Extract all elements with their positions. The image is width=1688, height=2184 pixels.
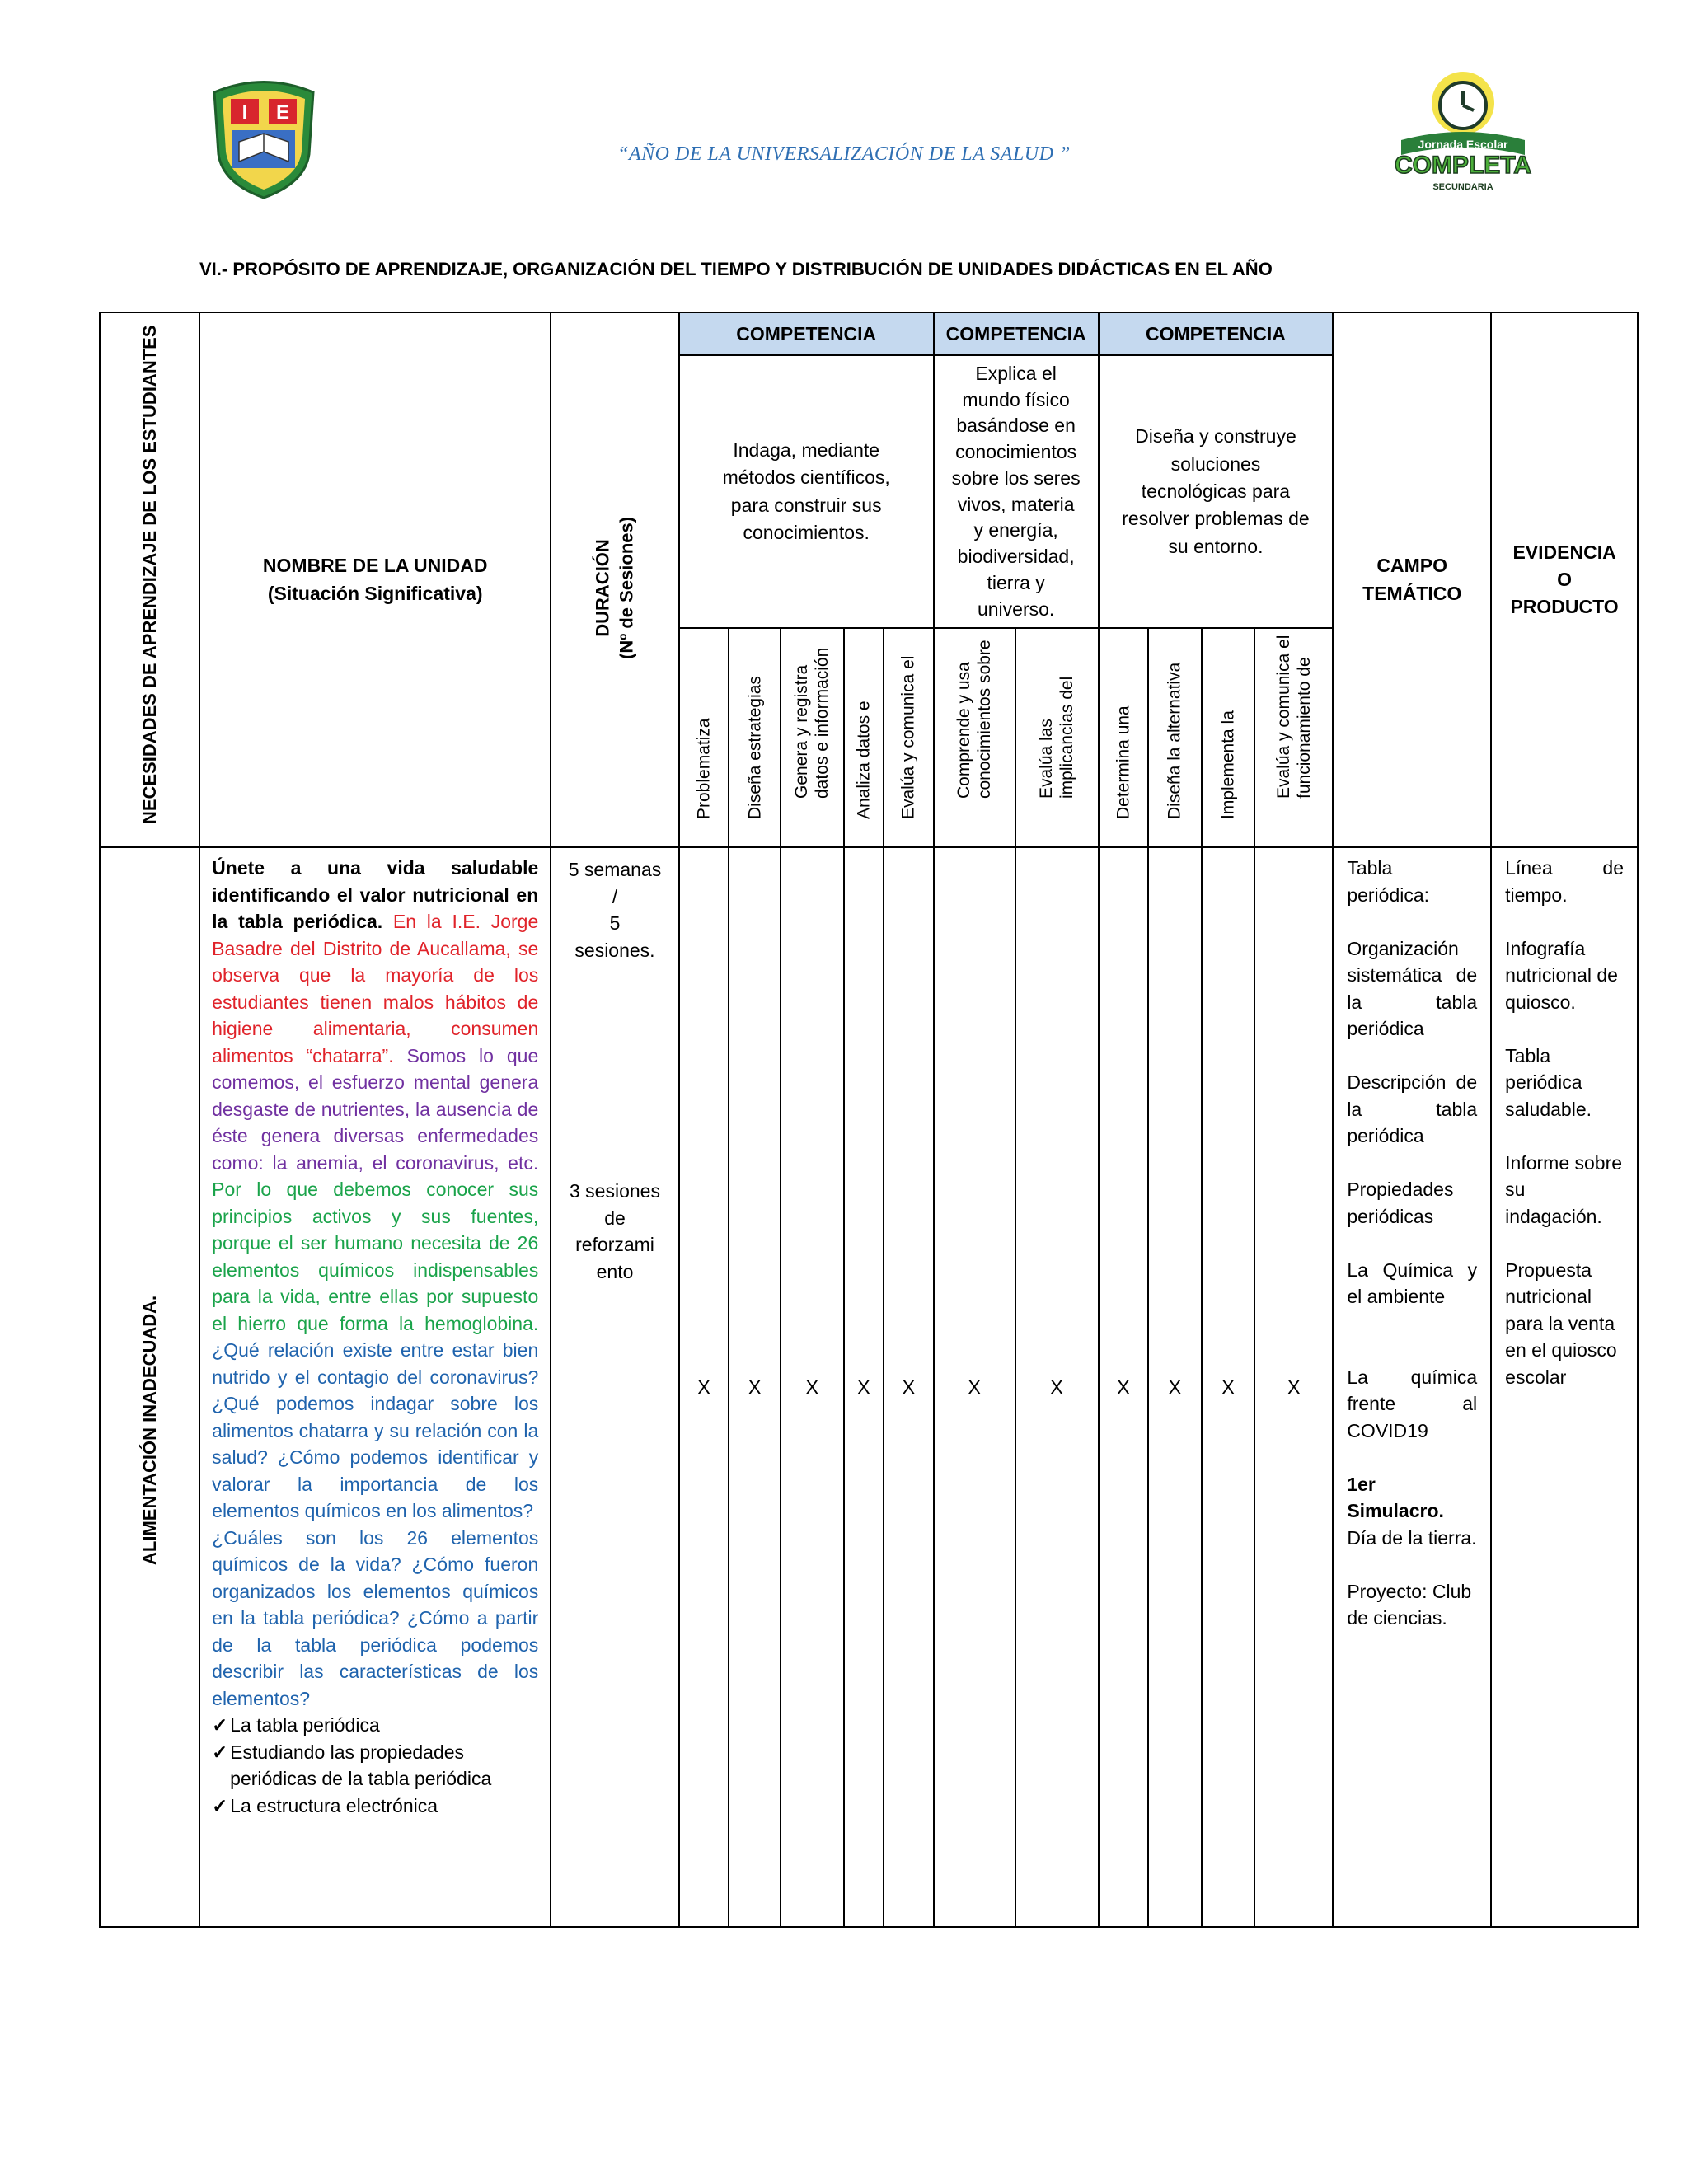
comp2-line: y energía, — [973, 519, 1058, 541]
unit-topics-list — [212, 1712, 538, 1819]
campo-simulacro: 1er Simulacro. — [1347, 1473, 1444, 1522]
evidencia-item: Tabla periódica saludable. — [1505, 1044, 1592, 1120]
mark-cell: X — [1202, 847, 1255, 1927]
year-motto: “AÑO DE LA UNIVERSALIZACIÓN DE LA SALUD ” — [617, 143, 1071, 165]
comp2-line: basándose en — [956, 415, 1076, 437]
capacidad-label: Evalúa y comunica el — [898, 655, 918, 820]
duration-line: reforzami — [575, 1234, 654, 1256]
svg-text:Jornada Escolar: Jornada Escolar — [1418, 138, 1508, 151]
campo-item: Tabla periódica: — [1347, 857, 1430, 906]
comp2-line: Explica el — [975, 363, 1057, 384]
mark-cell: X — [934, 847, 1015, 1927]
needs-header — [100, 312, 199, 847]
campo-item: Propiedades periódicas — [1347, 1179, 1454, 1227]
comp3-line: Diseña y construye — [1135, 425, 1296, 448]
mark-cell: X — [729, 847, 781, 1927]
capacidad-analiza-datos — [844, 628, 884, 847]
svg-text:SECUNDARIA: SECUNDARIA — [1432, 182, 1493, 192]
evidencia-item: Informe sobre su indagación. — [1505, 1151, 1623, 1227]
unit-text-questions: ¿Qué relación existe entre estar bien nutrido y el contagio del coronavirus? ¿Qué podemos indagar sobre los alimentos chatarra y su relación con la salud? ¿Cómo podemos identificar y valorar la importancia de los elementos químicos en los alimentos? — [212, 1339, 539, 1522]
duration-header-line1: DURACIÓN — [592, 539, 613, 637]
capacidad-comprende-usa — [934, 628, 1015, 847]
mark-cell: X — [884, 847, 934, 1927]
mark-cell: X — [1015, 847, 1099, 1927]
comp1-line: Indaga, mediante — [733, 438, 880, 461]
comp3-line: soluciones — [1170, 452, 1261, 475]
learning-plan-table — [99, 312, 1639, 1928]
duration-line: ento — [596, 1260, 634, 1282]
unit-name-header-line1: NOMBRE DE LA UNIDAD — [262, 555, 488, 577]
campo-item: Día de la tierra. — [1347, 1526, 1477, 1549]
comp2-line: mundo físico — [962, 388, 1070, 410]
school-shield-logo — [206, 76, 321, 199]
mark-cell: X — [1148, 847, 1202, 1927]
duration-line: de — [604, 1207, 626, 1229]
campo-item: Descripción de la tabla periódica — [1347, 1071, 1478, 1147]
capacidad-label: conocimientos sobre — [975, 640, 995, 799]
unit-name-header-line2: (Situación Significativa) — [267, 582, 483, 604]
comp1-line: métodos científicos, — [722, 466, 890, 489]
svg-text:I: I — [241, 101, 248, 124]
duration-header-line2: (Nº de Sesiones) — [615, 516, 636, 659]
capacidad-label: datos e información — [813, 647, 832, 799]
evidencia-item: Propuesta nutricional para la venta en el quiosco escolar — [1505, 1258, 1617, 1388]
unit-name-header — [199, 312, 551, 847]
section-title: VI.- PROPÓSITO DE APRENDIZAJE, ORGANIZACIÓN DEL TIEMPO Y DISTRIBUCIÓN DE UNIDADES DIDÁCTICAS EN EL AÑO — [199, 259, 1273, 279]
evidencia-cell — [1491, 847, 1638, 1927]
duration-header-label — [591, 517, 638, 659]
comp1-line: para construir sus — [730, 494, 882, 516]
svg-text:COMPLETA: COMPLETA — [1394, 152, 1532, 179]
campo-item: La química frente al COVID19 — [1347, 1366, 1478, 1441]
unit-text-problem: En la I.E. Jorge Basadre del Distrito de Aucallama, se observa que la mayoría de los estudiantes tienen malos hábitos de higiene alimentaria, consumen alimentos “chatarra”. — [212, 911, 539, 1066]
campo-header-line1: CAMPO — [1376, 555, 1448, 577]
capacidad-label: Determina una — [1114, 705, 1133, 820]
capacidad-evalua-funcionamiento — [1254, 628, 1333, 847]
comp1-line: conocimientos. — [743, 522, 870, 544]
comp2-line: vivos, materia — [957, 493, 1075, 515]
duration-line: 5 — [609, 912, 621, 935]
capacidad-determina — [1099, 628, 1149, 847]
competencia-2-header: COMPETENCIA — [934, 312, 1099, 355]
capacidad-evalua-implicancias — [1015, 628, 1099, 847]
capacidad-label: Diseña estrategias — [745, 676, 765, 820]
need-label: ALIMENTACIÓN INADECUADA. — [138, 1296, 160, 1566]
duration-line: 3 sesiones — [570, 1180, 660, 1202]
campo-item: Organización sistemática de la tabla periódica — [1347, 937, 1478, 1040]
competencia-1-header: COMPETENCIA — [679, 312, 934, 355]
capacidad-label: Implementa la — [1218, 710, 1238, 820]
comp2-line: conocimientos — [955, 441, 1077, 463]
need-cell — [100, 847, 199, 1927]
list-item: ✓ La tabla periódica — [212, 1712, 538, 1739]
list-item: ✓ Estudiando las propiedades periódicas de la tabla periódica — [212, 1739, 538, 1793]
unit-text-context: Somos lo que comemos, el esfuerzo mental genera desgaste de nutrientes, la ausencia de éste genera diversas enfermedades como: la anemia, el coronavirus, etc. — [212, 1044, 539, 1174]
campo-header-line2: TEMÁTICO — [1362, 582, 1462, 604]
capacidad-disena-estrategias — [729, 628, 781, 847]
evidencia-header-line2: O — [1557, 569, 1573, 590]
mark-cell: X — [679, 847, 729, 1927]
unit-description — [199, 847, 551, 1927]
capacidad-genera-registra — [781, 628, 844, 847]
evidencia-header-line3: PRODUCTO — [1510, 596, 1619, 618]
comp2-line: sobre los seres — [951, 466, 1081, 489]
comp2-line: universo. — [977, 598, 1055, 620]
unit-text-questions-2: ¿Cuáles son los 26 elementos químicos de la vida? ¿Cómo fueron organizados los elementos químicos en la tabla periódica? ¿Cómo a partir de la tabla periódica podemos describir las características de los elementos? — [212, 1526, 539, 1709]
competencia-3-description — [1099, 355, 1334, 628]
capacidad-label: Evalúa las — [1036, 719, 1056, 799]
capacidad-implementa — [1202, 628, 1255, 847]
campo-tematico-header — [1333, 312, 1491, 847]
capacidad-disena-alternativa — [1148, 628, 1202, 847]
campo-item: La Química y el ambiente — [1347, 1258, 1478, 1308]
mark-cell: X — [844, 847, 884, 1927]
capacidad-label: Diseña la alternativa — [1165, 662, 1184, 820]
needs-header-label: NECESIDADES DE APRENDIZAJE DE LOS ESTUDIANTES — [138, 325, 160, 824]
comp3-line: su entorno. — [1168, 535, 1264, 557]
duration-header — [551, 312, 678, 847]
capacidad-label: Genera y registra — [792, 664, 812, 799]
mark-cell: X — [1254, 847, 1333, 1927]
comp3-line: tecnológicas para — [1141, 480, 1291, 502]
campo-tematico-cell — [1333, 847, 1491, 1927]
capacidad-label: Evalúa y comunica el — [1273, 635, 1293, 799]
duration-line: sesiones. — [574, 939, 655, 961]
unit-title: Únete a una vida saludable identificando el valor nutricional en la tabla periódica. — [212, 857, 539, 933]
competencia-1-description — [679, 355, 934, 628]
capacidad-problematiza — [679, 628, 729, 847]
campo-item: Proyecto: Club de ciencias. — [1347, 1580, 1472, 1629]
unit-text-need: Por lo que debemos conocer sus principios activos y sus fuentes, porque el ser humano necesita de 26 elementos químicos indispensables para la vida, entre ellas por supuesto el hierro que forma la hemoglobina. — [212, 1179, 539, 1334]
svg-text:E: E — [275, 101, 290, 124]
evidencia-item: Infografía nutricional de quiosco. — [1505, 937, 1618, 1013]
evidencia-header — [1491, 312, 1638, 847]
competencia-2-description — [934, 355, 1099, 628]
evidencia-header-line1: EVIDENCIA — [1512, 541, 1616, 563]
competencia-3-header: COMPETENCIA — [1099, 312, 1334, 355]
duration-line: / — [612, 885, 618, 907]
capacidad-label: Comprende y usa — [954, 662, 973, 799]
capacidad-label: Analiza datos e — [854, 701, 874, 820]
jornada-escolar-completa-logo — [1385, 66, 1541, 198]
comp2-line: biodiversidad, — [957, 546, 1075, 568]
capacidad-label: funcionamiento de — [1294, 657, 1314, 799]
capacidad-label: Problematiza — [694, 718, 714, 820]
comp2-line: tierra y — [987, 571, 1045, 593]
mark-cell: X — [781, 847, 844, 1927]
capacidad-label: implicancias del — [1057, 676, 1077, 799]
duration-line: 5 semanas — [568, 859, 662, 881]
mark-cell: X — [1099, 847, 1149, 1927]
evidencia-item: Línea de tiempo. — [1505, 857, 1624, 906]
capacidad-evalua-comunica — [884, 628, 934, 847]
list-item: ✓ La estructura electrónica — [212, 1793, 538, 1820]
comp3-line: resolver problemas de — [1122, 508, 1310, 530]
duration-cell — [551, 847, 678, 1927]
